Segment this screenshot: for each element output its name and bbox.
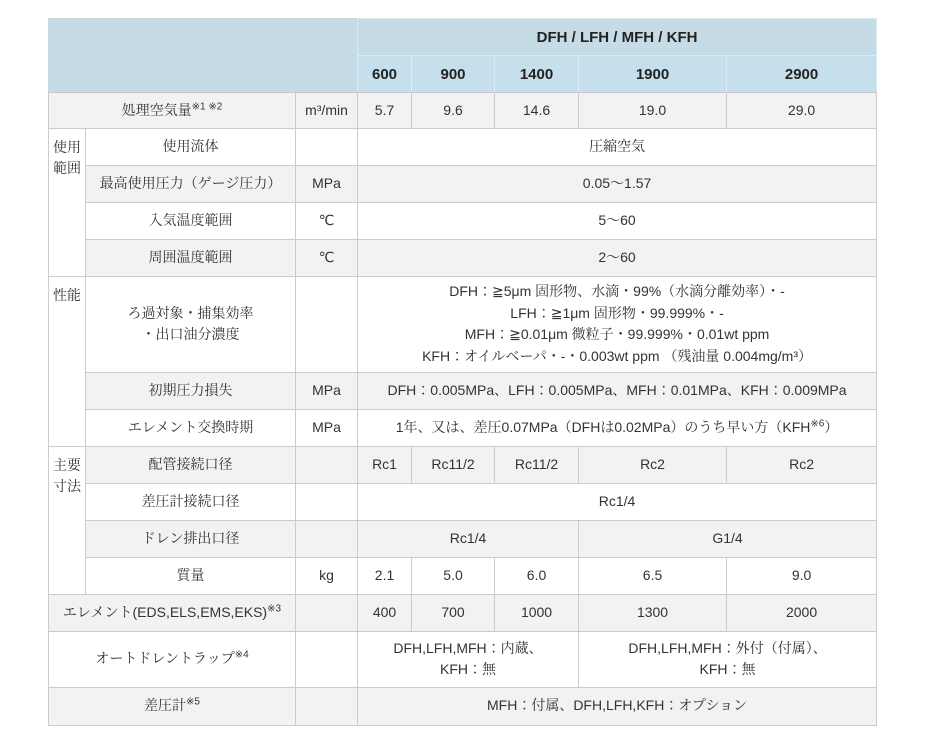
group-performance: 性能 bbox=[49, 277, 86, 447]
row-element bbox=[49, 594, 877, 631]
dp-gauge-label bbox=[49, 687, 296, 725]
pipe-port-value-900: Rc11/2 bbox=[412, 446, 495, 483]
element-replacement-unit: MPa bbox=[296, 409, 358, 446]
ambient-temp-value: 2〜60 bbox=[358, 240, 877, 277]
element-replacement-value-text: 1年、又は、差圧0.07MPa（DFHは0.02MPa）のうち早い方（KFH bbox=[395, 418, 811, 435]
model-series-header: DFH / LFH / MFH / KFH bbox=[358, 19, 877, 56]
element-unit bbox=[296, 594, 358, 631]
auto-drain-trap-label bbox=[49, 631, 296, 687]
filtration-label-line2: ・出口油分濃度 bbox=[141, 326, 240, 343]
dp-gauge-value: MFH：付属、DFH,LFH,KFH：オプション bbox=[358, 687, 877, 725]
row-initial-pressure-loss bbox=[49, 372, 877, 409]
dp-gauge-label-text: 差圧計 bbox=[144, 697, 187, 714]
pipe-port-value-2900: Rc2 bbox=[727, 446, 877, 483]
air-flow-footnote: ※1 ※2 bbox=[191, 101, 223, 113]
mass-value-600: 2.1 bbox=[358, 557, 412, 594]
element-label-text: エレメント(EDS,ELS,EMS,EKS) bbox=[62, 603, 268, 620]
row-dp-gauge-port bbox=[49, 483, 877, 520]
row-air-flow bbox=[49, 93, 877, 129]
size-header-600: 600 bbox=[358, 56, 412, 93]
auto-drain-trap-small-line2: KFH：無 bbox=[440, 661, 497, 678]
max-pressure-label: 最高使用圧力（ゲージ圧力） bbox=[86, 166, 296, 203]
air-flow-value-2900: 29.0 bbox=[727, 93, 877, 129]
fluid-label: 使用流体 bbox=[86, 129, 296, 166]
filtration-value-kfh: KFH：オイルベーパ・-・0.003wt ppm （残油量 0.004mg/m³） bbox=[422, 348, 812, 365]
group-dimensions: 主要寸法 bbox=[49, 446, 86, 594]
filtration-label-line1: ろ過対象・捕集効率 bbox=[127, 304, 254, 321]
row-drain-port bbox=[49, 520, 877, 557]
auto-drain-trap-large-line2: KFH：無 bbox=[699, 661, 756, 678]
row-auto-drain-trap bbox=[49, 631, 877, 687]
row-pipe-port bbox=[49, 446, 877, 483]
element-value-1900: 1300 bbox=[579, 594, 727, 631]
auto-drain-trap-value-small bbox=[358, 631, 579, 687]
air-flow-value-600: 5.7 bbox=[358, 93, 412, 129]
element-value-900: 700 bbox=[412, 594, 495, 631]
row-max-pressure bbox=[49, 166, 877, 203]
element-value-2900: 2000 bbox=[727, 594, 877, 631]
max-pressure-unit: MPa bbox=[296, 166, 358, 203]
air-flow-value-1400: 14.6 bbox=[495, 93, 579, 129]
element-value-600: 400 bbox=[358, 594, 412, 631]
drain-port-label: ドレン排出口径 bbox=[86, 520, 296, 557]
auto-drain-trap-large-line1: DFH,LFH,MFH：外付（付属）、 bbox=[628, 639, 827, 656]
filtration-unit bbox=[296, 277, 358, 373]
table-corner-cell bbox=[49, 19, 358, 93]
mass-label: 質量 bbox=[86, 557, 296, 594]
element-replacement-footnote: ※6 bbox=[810, 418, 825, 430]
dp-gauge-port-value: Rc1/4 bbox=[358, 483, 877, 520]
filtration-value-dfh: DFH：≧5μm 固形物、水滴・99%（水滴分離効率）・- bbox=[449, 283, 785, 299]
element-value-1400: 1000 bbox=[495, 594, 579, 631]
element-footnote: ※3 bbox=[267, 603, 282, 615]
mass-value-2900: 9.0 bbox=[727, 557, 877, 594]
size-header-2900: 2900 bbox=[727, 56, 877, 93]
air-flow-label bbox=[49, 93, 296, 129]
size-header-900: 900 bbox=[412, 56, 495, 93]
dp-gauge-unit bbox=[296, 687, 358, 725]
size-header-1900: 1900 bbox=[579, 56, 727, 93]
inlet-temp-label: 入気温度範囲 bbox=[86, 203, 296, 240]
dp-gauge-port-unit bbox=[296, 483, 358, 520]
filtration-value-mfh: MFH：≧0.01μm 微粒子・99.999%・0.01wt ppm bbox=[464, 326, 770, 343]
row-filtration bbox=[49, 277, 877, 373]
auto-drain-trap-unit bbox=[296, 631, 358, 687]
filtration-value-lfh: LFH：≧1μm 固形物・99.999%・- bbox=[510, 304, 724, 321]
fluid-value: 圧縮空気 bbox=[358, 129, 877, 166]
max-pressure-value: 0.05〜1.57 bbox=[358, 166, 877, 203]
air-flow-value-900: 9.6 bbox=[412, 93, 495, 129]
air-flow-unit: m³/min bbox=[296, 93, 358, 129]
element-replacement-label: エレメント交換時期 bbox=[86, 409, 296, 446]
drain-port-unit bbox=[296, 520, 358, 557]
auto-drain-trap-label-text: オートドレントラップ bbox=[95, 650, 235, 667]
ambient-temp-unit: ℃ bbox=[296, 240, 358, 277]
dp-gauge-port-label: 差圧計接続口径 bbox=[86, 483, 296, 520]
ambient-temp-label: 周囲温度範囲 bbox=[86, 240, 296, 277]
group-usage-range: 使用範囲 bbox=[49, 129, 86, 277]
initial-pressure-loss-label: 初期圧力損失 bbox=[86, 372, 296, 409]
pipe-port-label: 配管接続口径 bbox=[86, 446, 296, 483]
dp-gauge-footnote: ※5 bbox=[186, 696, 200, 708]
air-flow-value-1900: 19.0 bbox=[579, 93, 727, 129]
size-header-1400: 1400 bbox=[495, 56, 579, 93]
pipe-port-value-1400: Rc11/2 bbox=[495, 446, 579, 483]
inlet-temp-value: 5〜60 bbox=[358, 203, 877, 240]
filtration-value bbox=[358, 277, 877, 373]
mass-unit: kg bbox=[296, 557, 358, 594]
pipe-port-value-1900: Rc2 bbox=[579, 446, 727, 483]
auto-drain-trap-value-large bbox=[579, 631, 877, 687]
inlet-temp-unit: ℃ bbox=[296, 203, 358, 240]
element-label bbox=[49, 594, 296, 631]
row-inlet-temp bbox=[49, 203, 877, 240]
row-element-replacement bbox=[49, 409, 877, 446]
spec-table bbox=[48, 18, 877, 726]
pipe-port-value-600: Rc1 bbox=[358, 446, 412, 483]
auto-drain-trap-small-line1: DFH,LFH,MFH：内蔵、 bbox=[393, 639, 543, 656]
row-mass bbox=[49, 557, 877, 594]
header-row-model bbox=[49, 19, 877, 56]
mass-value-1400: 6.0 bbox=[495, 557, 579, 594]
drain-port-value-small: Rc1/4 bbox=[358, 520, 579, 557]
row-ambient-temp bbox=[49, 240, 877, 277]
mass-value-1900: 6.5 bbox=[579, 557, 727, 594]
drain-port-value-large: G1/4 bbox=[579, 520, 877, 557]
initial-pressure-loss-unit: MPa bbox=[296, 372, 358, 409]
fluid-unit bbox=[296, 129, 358, 166]
initial-pressure-loss-value: DFH：0.005MPa、LFH：0.005MPa、MFH：0.01MPa、KFH：0.009MPa bbox=[358, 372, 877, 409]
element-replacement-value-close: ） bbox=[824, 418, 839, 435]
row-dp-gauge bbox=[49, 687, 877, 725]
row-fluid bbox=[49, 129, 877, 166]
element-replacement-value bbox=[358, 409, 877, 446]
filtration-label bbox=[86, 277, 296, 373]
pipe-port-unit bbox=[296, 446, 358, 483]
auto-drain-trap-footnote: ※4 bbox=[234, 649, 249, 661]
air-flow-label-text: 処理空気量 bbox=[121, 101, 192, 118]
mass-value-900: 5.0 bbox=[412, 557, 495, 594]
